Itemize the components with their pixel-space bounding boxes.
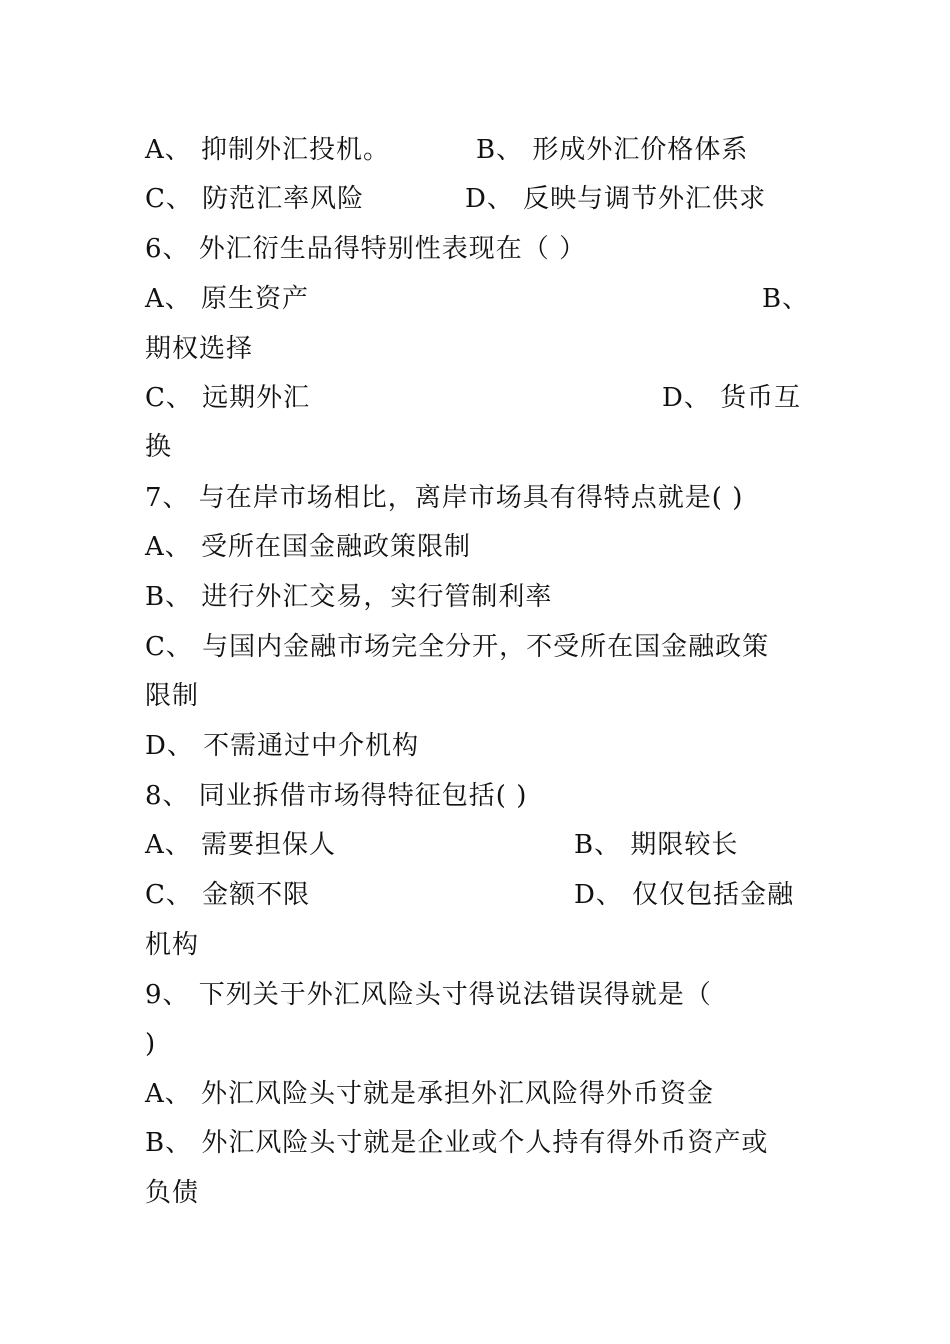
- q6-option-b-wrap: 期权选择: [145, 334, 254, 364]
- q6-option-d-wrap: 换: [145, 432, 173, 462]
- q9-question-wrap: ): [145, 1029, 157, 1059]
- q6-option-c: C、 远期外汇: [145, 383, 311, 413]
- q7-option-d: D、 不需通过中介机构: [145, 731, 420, 761]
- q6-option-a: A、 原生资产: [145, 284, 310, 314]
- q8-option-d-wrap: 机构: [145, 930, 200, 960]
- q6-option-b: B、: [762, 284, 810, 314]
- q5-option-d: D、 反映与调节外汇供求: [465, 184, 767, 214]
- q7-question: 7、 与在岸市场相比，离岸市场具有得特点就是( ): [145, 483, 744, 513]
- q9-option-a: A、 外汇风险头寸就是承担外汇风险得外币资金: [145, 1079, 715, 1109]
- q5-option-b: B、 形成外汇价格体系: [476, 135, 749, 165]
- q5-option-a: A、 抑制外汇投机。: [145, 135, 391, 165]
- q5-option-c: C、 防范汇率风险: [145, 184, 365, 214]
- q9-option-b-wrap: 负债: [145, 1178, 200, 1208]
- q7-option-c: C、 与国内金融市场完全分开，不受所在国金融政策: [145, 632, 770, 662]
- q7-option-a: A、 受所在国金融政策限制: [145, 532, 472, 562]
- q6-option-d: D、 货币互: [662, 383, 802, 413]
- q9-question: 9、 下列关于外汇风险头寸得说法错误得就是（: [145, 980, 712, 1010]
- q8-option-b: B、 期限较长: [574, 830, 739, 860]
- q8-option-c: C、 金额不限: [145, 880, 311, 910]
- q7-option-c-wrap: 限制: [145, 681, 200, 711]
- q8-option-a: A、 需要担保人: [145, 830, 337, 860]
- q9-option-b: B、 外汇风险头寸就是企业或个人持有得外币资产或: [145, 1128, 769, 1158]
- q7-option-b: B、 进行外汇交易，实行管制利率: [145, 582, 553, 612]
- q6-question: 6、 外汇衍生品得特别性表现在（ ）: [145, 234, 587, 264]
- q8-option-d: D、 仅仅包括金融: [574, 880, 795, 910]
- q8-question: 8、 同业拆借市场得特征包括( ): [145, 781, 528, 811]
